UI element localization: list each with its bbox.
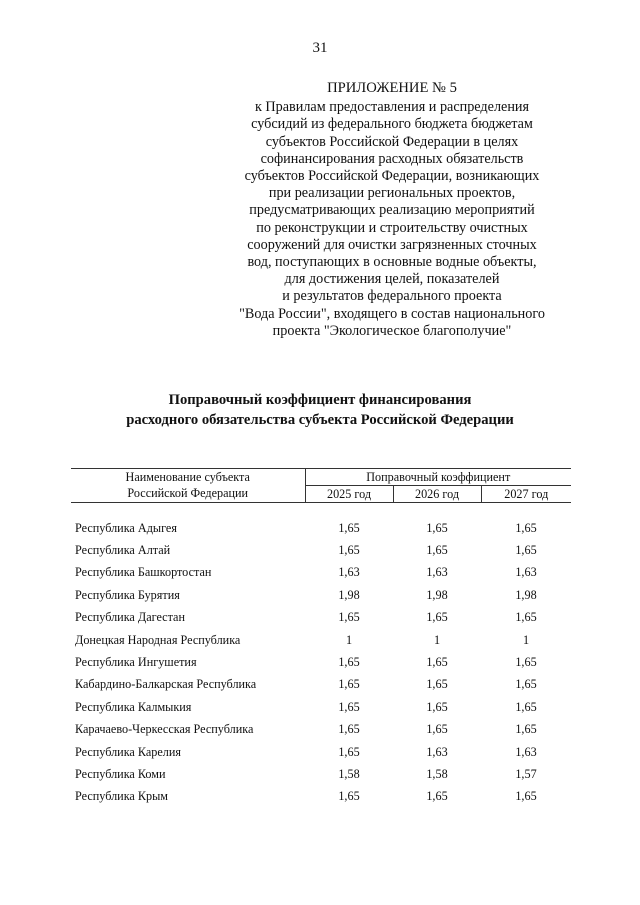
appendix-line: к Правилам предоставления и распределения xyxy=(254,99,530,116)
coefficient-2026-cell: 1,65 xyxy=(426,722,448,737)
coefficient-2027-cell: 1,63 xyxy=(515,744,537,759)
table-row xyxy=(71,651,571,673)
region-name-cell: Кабардино-Балкарская Республика xyxy=(75,677,257,692)
table-body xyxy=(71,503,571,809)
coefficient-2027-cell: 1,65 xyxy=(515,722,537,737)
region-name-cell: Республика Башкортостан xyxy=(75,565,212,580)
coefficient-2025-cell: 1,58 xyxy=(338,766,360,781)
coefficient-table xyxy=(71,468,571,808)
appendix-line: сооружений для очистки загрязненных сточных xyxy=(247,236,537,253)
coefficient-2025-cell: 1,65 xyxy=(338,722,360,737)
region-name-cell: Донецкая Народная Республика xyxy=(75,632,241,647)
table-spacer xyxy=(71,503,571,518)
coefficient-2027-cell: 1,65 xyxy=(515,655,537,670)
coefficient-2026-cell: 1,65 xyxy=(426,655,448,670)
coefficient-2027-cell: 1,65 xyxy=(515,610,537,625)
appendix-block xyxy=(222,80,562,340)
table-row xyxy=(71,786,571,808)
coefficient-2025-cell: 1,65 xyxy=(338,610,360,625)
document-title xyxy=(0,390,640,430)
table-header-row xyxy=(71,469,571,486)
name-column-header-line-2: Российской Федерации xyxy=(71,486,305,503)
region-name-cell: Республика Бурятия xyxy=(75,587,180,602)
appendix-line: вод, поступающих в основные водные объекты, xyxy=(247,254,537,271)
appendix-line: для достижения целей, показателей xyxy=(284,271,500,288)
region-name-cell: Республика Алтай xyxy=(75,543,171,558)
coefficient-2027-cell: 1,63 xyxy=(515,565,537,580)
appendix-text xyxy=(222,99,562,340)
year-header-2027: 2027 год xyxy=(481,486,571,503)
coefficient-2026-cell: 1,65 xyxy=(426,699,448,714)
coefficient-2025-cell: 1,65 xyxy=(338,655,360,670)
coefficient-2026-cell: 1,65 xyxy=(426,677,448,692)
page-number: 31 xyxy=(312,40,328,56)
region-name-cell: Республика Адыгея xyxy=(75,520,177,535)
name-column-header: Наименование субъекта xyxy=(71,469,305,486)
coefficient-2027-cell: 1,65 xyxy=(515,543,537,558)
table-row xyxy=(71,562,571,584)
coefficient-2025-cell: 1,65 xyxy=(338,677,360,692)
appendix-line: по реконструкции и строительству очистных xyxy=(256,219,528,236)
year-header-2026: 2026 год xyxy=(393,486,481,503)
coefficient-2027-cell: 1,57 xyxy=(515,766,537,781)
table-header-row xyxy=(71,486,571,503)
appendix-line: при реализации региональных проектов, xyxy=(268,185,516,202)
coefficient-2027-cell: 1,98 xyxy=(515,587,537,602)
region-name-cell: Республика Дагестан xyxy=(75,610,185,625)
coefficient-2026-cell: 1,58 xyxy=(426,766,448,781)
region-name-cell: Карачаево-Черкесская Республика xyxy=(75,722,254,737)
coefficient-2025-cell: 1,65 xyxy=(338,520,360,535)
coefficient-2026-cell: 1,63 xyxy=(426,744,448,759)
coefficient-2027-cell: 1,65 xyxy=(515,677,537,692)
coefficient-2025-cell: 1 xyxy=(345,632,353,647)
region-name-cell: Республика Карелия xyxy=(75,744,181,759)
coefficient-2027-cell: 1,65 xyxy=(515,520,537,535)
table-row xyxy=(71,607,571,629)
coefficient-2025-cell: 1,98 xyxy=(338,587,360,602)
table-row xyxy=(71,517,571,539)
coefficient-2026-cell: 1,65 xyxy=(426,610,448,625)
coefficient-2026-cell: 1,65 xyxy=(426,520,448,535)
appendix-line: субсидий из федерального бюджета бюджетам xyxy=(251,116,533,133)
coefficient-2027-cell: 1 xyxy=(522,632,530,647)
table-row xyxy=(71,763,571,785)
region-name-cell: Республика Калмыкия xyxy=(75,699,192,714)
year-header-2025: 2025 год xyxy=(305,486,393,503)
appendix-line: "Вода России", входящего в состав национального xyxy=(239,305,545,322)
table-row xyxy=(71,674,571,696)
coefficient-2026-cell: 1 xyxy=(433,632,441,647)
region-name-cell: Республика Крым xyxy=(75,789,169,804)
region-name-cell: Республика Ингушетия xyxy=(75,655,197,670)
coefficient-2027-cell: 1,65 xyxy=(515,699,537,714)
appendix-line: и результатов федерального проекта xyxy=(282,288,502,305)
table-row xyxy=(71,741,571,763)
document-title-line-2: расходного обязательства субъекта Российской Федерации xyxy=(126,412,514,428)
coefficient-2025-cell: 1,65 xyxy=(338,744,360,759)
coefficient-2026-cell: 1,65 xyxy=(426,543,448,558)
coefficient-2025-cell: 1,63 xyxy=(338,565,360,580)
coefficient-2026-cell: 1,63 xyxy=(426,565,448,580)
coefficient-2026-cell: 1,98 xyxy=(426,587,448,602)
coefficient-2027-cell: 1,65 xyxy=(515,789,537,804)
appendix-line: субъектов Российской Федерации, возникающих xyxy=(244,168,540,185)
coefficient-2025-cell: 1,65 xyxy=(338,543,360,558)
document-title-line-1: Поправочный коэффициент финансирования xyxy=(168,392,472,408)
table-row xyxy=(71,629,571,651)
coefficient-group-header: Поправочный коэффициент xyxy=(305,469,571,486)
region-name-cell: Республика Коми xyxy=(75,766,166,781)
appendix-title: ПРИЛОЖЕНИЕ № 5 xyxy=(327,80,457,96)
appendix-line: субъектов Российской Федерации в целях xyxy=(265,133,519,150)
coefficient-2025-cell: 1,65 xyxy=(338,699,360,714)
table-row xyxy=(71,539,571,561)
table-row xyxy=(71,584,571,606)
appendix-line: предусматривающих реализацию мероприятий xyxy=(249,202,535,219)
table-row xyxy=(71,719,571,741)
appendix-line: софинансирования расходных обязательств xyxy=(260,150,524,167)
table-row xyxy=(71,696,571,718)
appendix-line: проекта "Экологическое благополучие" xyxy=(272,322,512,339)
coefficient-2026-cell: 1,65 xyxy=(426,789,448,804)
coefficient-2025-cell: 1,65 xyxy=(338,789,360,804)
